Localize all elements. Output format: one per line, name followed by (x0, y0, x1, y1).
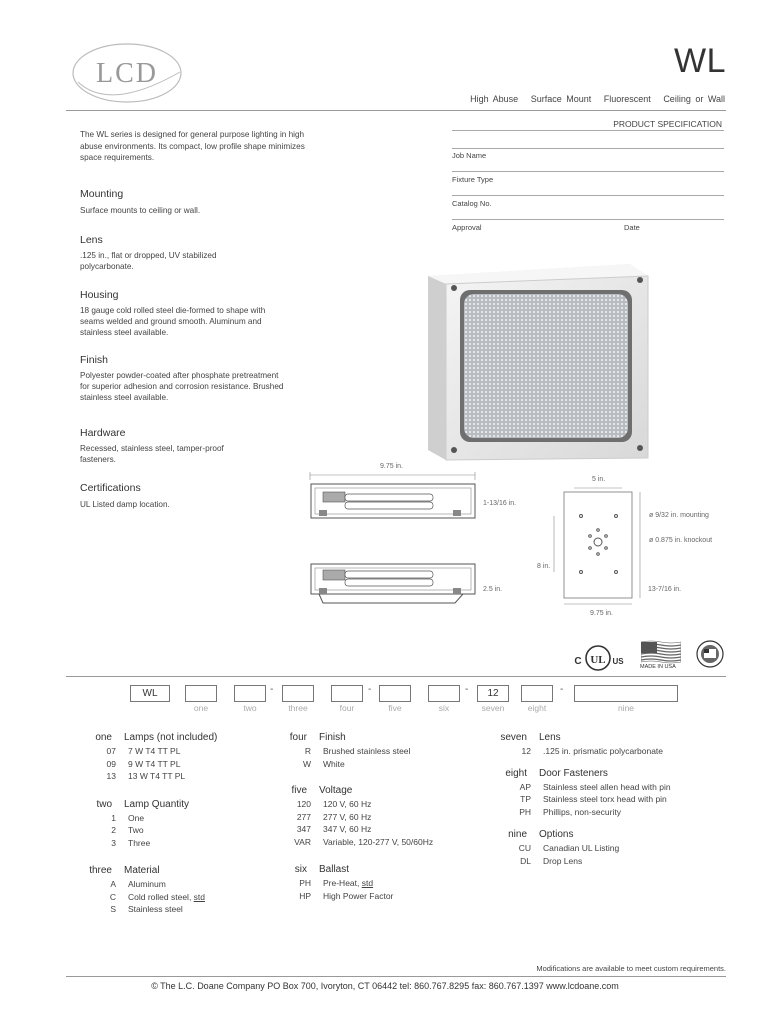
order-box-label: four (339, 703, 355, 713)
order-box-label: two (243, 703, 257, 713)
model-title: WL (674, 42, 726, 80)
tagline-item: High Abuse (470, 94, 519, 104)
order-dash: - (368, 684, 372, 695)
date-label: Date (624, 223, 640, 232)
option-code: 09 (106, 758, 116, 769)
job-name-field[interactable] (452, 148, 724, 149)
option-number: three (89, 865, 112, 876)
ordering-divider (66, 676, 726, 677)
usa-flag-icon (641, 640, 681, 664)
option-title: Options (539, 829, 574, 840)
order-box-four[interactable] (331, 685, 363, 702)
option-code: VAR (294, 836, 311, 847)
order-box-label: nine (617, 703, 635, 713)
option-description: Two (128, 825, 144, 835)
option-code: W (302, 758, 311, 769)
order-dash: - (270, 684, 274, 695)
option-title: Voltage (319, 785, 353, 796)
option-title: Material (124, 865, 160, 876)
option-code: 07 (106, 746, 116, 756)
svg-text:C: C (574, 656, 582, 667)
header-divider (66, 110, 726, 111)
order-box-seven[interactable]: 12 (477, 685, 509, 702)
approval-field[interactable] (452, 219, 724, 220)
order-box-five[interactable] (379, 685, 411, 702)
spec-title: PRODUCT SPECIFICATION (613, 119, 722, 129)
dim-mounting-hole: ø 9/32 in. mounting (649, 512, 709, 519)
order-box-label: three (288, 703, 308, 713)
svg-text:US: US (612, 657, 624, 666)
option-title: Door Fasteners (539, 767, 608, 779)
order-box-label: eight (527, 703, 547, 713)
modifications-note: Modifications are available to meet custom requirements. (536, 964, 726, 973)
option-number: eight (505, 767, 527, 779)
dim-back-bottom-width: 9.75 in. (590, 610, 613, 617)
option-number: two (96, 798, 112, 810)
feature-lens (80, 234, 255, 272)
order-box-three[interactable] (282, 685, 314, 702)
option-code: 3 (111, 837, 116, 848)
option-code: PH (519, 806, 531, 817)
order-box-six[interactable] (428, 685, 460, 702)
order-dash: - (560, 684, 564, 695)
feature-hardware (80, 427, 255, 465)
spec-divider (452, 130, 724, 131)
option-row (275, 886, 505, 904)
option-description: Brushed stainless steel (323, 746, 411, 756)
option-code: AP (519, 781, 531, 792)
option-title: Lens (539, 732, 561, 743)
feature-text: .125 in., flat or dropped, UV stabilized polycarbonate. (80, 251, 217, 271)
option-code: PH (299, 878, 311, 888)
feature-heading: Finish (80, 354, 109, 366)
option-description: Stainless steel torx head with pin (543, 794, 667, 804)
side-view-drawing (305, 472, 485, 612)
option-description: 9 W T4 TT PL (128, 758, 181, 769)
back-view-drawing (550, 484, 650, 614)
svg-text:LCD: LCD (96, 58, 158, 89)
option-code: 1 (111, 812, 116, 823)
option-code: DL (520, 855, 531, 866)
feature-text: Polyester powder-coated after phosphate pretreatment for superior adhesion and corrosion resistance. Brushed stainless steel available. (80, 371, 284, 402)
option-title: Lamp Quantity (124, 798, 190, 810)
option-description: Three (128, 837, 151, 848)
option-description: Stainless steel allen head with pin (543, 781, 671, 792)
option-row (275, 832, 505, 850)
tagline (462, 94, 725, 104)
feature-heading: Mounting (80, 188, 124, 200)
option-description: Aluminum (128, 879, 166, 889)
order-box-label: six (438, 703, 450, 713)
option-number: seven (500, 732, 527, 743)
union-seal-icon (696, 640, 724, 668)
option-code: A (110, 879, 116, 889)
option-title: Finish (319, 732, 346, 743)
dim-depth-dropped: 2.5 in. (483, 586, 503, 593)
feature-text: Recessed, stainless steel, tamper-proof fasteners. (80, 444, 224, 464)
option-code: HP (299, 890, 311, 901)
feature-housing (80, 289, 280, 338)
feature-mounting (80, 188, 310, 216)
option-code: S (110, 904, 116, 914)
footer-divider (66, 976, 726, 977)
order-box-label: five (388, 703, 402, 713)
svg-text:UL: UL (590, 654, 606, 666)
option-row (275, 754, 505, 772)
option-description: Phillips, non-security (543, 806, 621, 817)
option-number: nine (508, 829, 527, 840)
feature-heading: Certifications (80, 482, 141, 494)
job-name-label: Job Name (452, 151, 487, 160)
option-code: C (109, 891, 116, 902)
catalog-no-label: Catalog No. (452, 199, 492, 208)
made-in-usa-label: MADE IN USA (640, 664, 676, 670)
option-description: Cold rolled steel, std (128, 891, 206, 902)
feature-finish (80, 354, 290, 403)
fixture-type-field[interactable] (452, 171, 724, 172)
order-dash: - (465, 684, 469, 695)
order-box-prefix: WL (130, 685, 170, 702)
option-number: six (294, 864, 307, 875)
feature-certifications (80, 482, 310, 510)
option-row (495, 741, 725, 759)
feature-heading: Lens (80, 234, 103, 246)
dim-depth-flat: 1-13/16 in. (483, 500, 517, 507)
option-description: 120 V, 60 Hz (323, 799, 372, 809)
feature-text: 18 gauge cold rolled steel die-formed to shape with seams welded and ground smooth. Aluminum and stainless steel available. (80, 306, 266, 337)
option-title: Lamps (not included) (124, 732, 218, 743)
dim-height-inner: 8 in. (537, 563, 551, 570)
order-box-label: one (193, 703, 209, 713)
dim-height-outer: 13-7/16 in. (648, 586, 682, 593)
option-description: White (323, 758, 345, 769)
option-description: 347 V, 60 Hz (323, 824, 372, 834)
option-number: five (291, 785, 307, 796)
option-code: 2 (111, 825, 116, 835)
dim-knockout: ø 0.875 in. knockout (649, 537, 713, 544)
order-box-eight[interactable] (521, 685, 553, 702)
option-code: TP (520, 794, 531, 804)
option-code: CU (518, 843, 531, 853)
feature-heading: Housing (80, 289, 119, 301)
option-number: four (289, 732, 307, 743)
feature-text: Surface mounts to ceiling or wall. (80, 206, 201, 215)
option-description: High Power Factor (323, 890, 394, 901)
option-code: 277 (296, 811, 311, 822)
tagline-item: Fluorescent (603, 94, 651, 104)
order-box-nine[interactable] (574, 685, 678, 702)
option-description: Canadian UL Listing (543, 843, 620, 853)
option-row (495, 802, 725, 820)
tagline-item: Ceiling or Wall (663, 94, 725, 104)
fixture-type-label: Fixture Type (452, 175, 494, 184)
option-code: 347 (296, 824, 311, 834)
option-description: 7 W T4 TT PL (128, 746, 181, 756)
option-description: 277 V, 60 Hz (323, 811, 372, 822)
option-number: one (95, 732, 112, 743)
intro-text: The WL series is designed for general purpose lighting in high abuse environments. Its compact, low profile shape minimizes space requirements. (80, 130, 305, 162)
option-description: 13 W T4 TT PL (128, 771, 186, 781)
option-code: R (304, 746, 311, 756)
option-description: Pre-Heat, std (323, 878, 374, 888)
catalog-no-field[interactable] (452, 195, 724, 196)
order-box-two[interactable] (234, 685, 266, 702)
dim-width: 9.75 in. (380, 463, 403, 470)
tagline-item: Surface Mount (530, 94, 592, 104)
option-row (495, 851, 725, 869)
option-description: Stainless steel (128, 904, 183, 914)
option-title: Ballast (319, 864, 350, 875)
order-box-one[interactable] (185, 685, 217, 702)
footer-contact: © The L.C. Doane Company PO Box 700, Ivoryton, CT 06442 tel: 860.767.8295 fax: 860.767.1397 www.lcdoane.com (151, 981, 619, 991)
dim-back-width: 5 in. (592, 476, 606, 483)
feature-text: UL Listed damp location. (80, 500, 170, 509)
feature-heading: Hardware (80, 427, 126, 439)
product-photo (420, 262, 660, 462)
option-description: Variable, 120-277 V, 50/60Hz (323, 836, 434, 847)
option-description: Drop Lens (543, 855, 583, 866)
option-description: One (128, 812, 145, 823)
cul-us-logo (572, 644, 628, 672)
order-box-label: seven (481, 703, 505, 713)
approval-label: Approval (452, 223, 482, 232)
option-code: 120 (296, 799, 311, 809)
option-code: 12 (521, 746, 531, 756)
option-description: .125 in. prismatic polycarbonate (543, 746, 664, 756)
option-code: 13 (106, 771, 116, 781)
lcd-logo (70, 42, 185, 104)
